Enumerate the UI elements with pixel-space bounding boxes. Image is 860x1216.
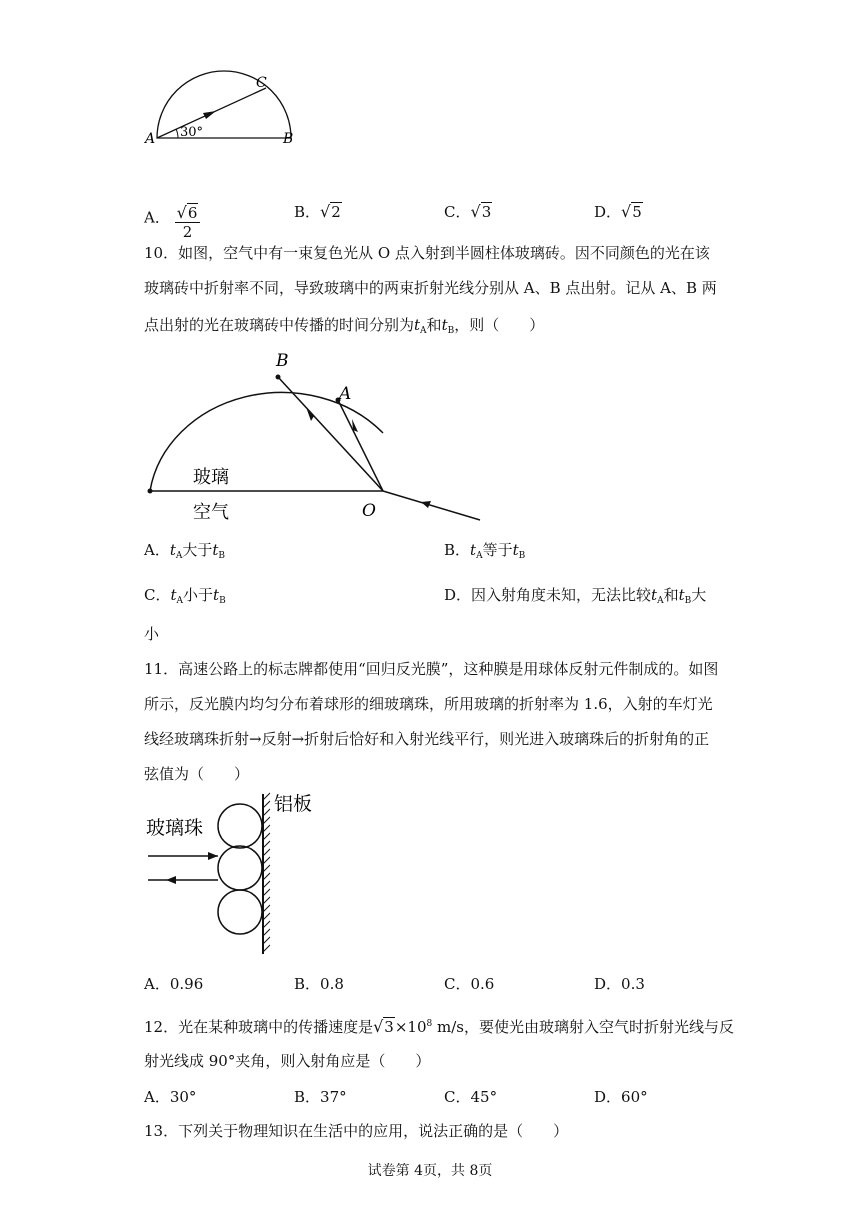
label-o: O bbox=[362, 501, 376, 521]
label-a: A bbox=[339, 384, 352, 404]
glass-label: 玻璃 bbox=[193, 467, 229, 488]
q9-option-a: A． $\frac{√6}{2}$ bbox=[144, 200, 200, 237]
q9-option-d: D．√5 bbox=[594, 202, 642, 221]
q9-option-b: B．√2 bbox=[294, 202, 341, 221]
label-a: A bbox=[145, 131, 156, 147]
plate-label: 铝板 bbox=[274, 793, 313, 815]
q12-line2: 射光线成 90°夹角，则入射角应是（ ） bbox=[144, 1052, 431, 1070]
page-footer: 试卷第 4页，共 8页 bbox=[367, 1163, 493, 1179]
label-b: B bbox=[283, 131, 294, 147]
q11-bead-figure bbox=[140, 788, 340, 958]
q10-option-d: D．因入射角度未知，无法比较$t_A$和$t_B$大 bbox=[444, 586, 707, 606]
q10-option-b: B．$t_A$等于$t_B$ bbox=[444, 541, 526, 561]
q9-semicircle-figure bbox=[140, 70, 300, 150]
q11-option-a: A．0.96 bbox=[144, 975, 204, 993]
label-c: C bbox=[256, 75, 267, 91]
q10-line2: 玻璃砖中折射率不同，导致玻璃中的两束折射光线分别从 A、B 点出射。记从 A、B 两 bbox=[144, 279, 717, 297]
q11-option-b: B．0.8 bbox=[294, 975, 344, 993]
q12-option-b: B．37° bbox=[294, 1088, 347, 1106]
q11-line4: 弦值为（ ） bbox=[144, 765, 250, 783]
q10-option-c: C．$t_A$小于$t_B$ bbox=[144, 586, 226, 606]
q9-option-c: C．√3 bbox=[444, 202, 492, 221]
q13-line1: 13．下列关于物理知识在生活中的应用，说法正确的是（ ） bbox=[144, 1122, 569, 1140]
q11-line2: 所示，反光膜内均匀分布着球形的细玻璃珠，所用玻璃的折射率为 1.6，入射的车灯光 bbox=[144, 695, 713, 713]
q11-line1: 11．高速公路上的标志牌都使用“回归反光膜”，这种膜是用球体反射元件制成的。如图 bbox=[144, 660, 719, 678]
q10-semicircle-figure bbox=[140, 346, 490, 526]
q10-option-d-wrap: 小 bbox=[144, 625, 160, 643]
air-label: 空气 bbox=[193, 502, 229, 523]
q12-option-c: C．45° bbox=[444, 1088, 498, 1106]
label-b: B bbox=[276, 351, 289, 371]
q12-option-d: D．60° bbox=[594, 1088, 648, 1106]
q12-option-a: A．30° bbox=[144, 1088, 197, 1106]
q11-line3: 线经玻璃珠折射→反射→折射后恰好和入射光线平行，则光进入玻璃珠后的折射角的正 bbox=[144, 730, 710, 748]
q11-option-d: D．0.3 bbox=[594, 975, 645, 993]
q10-line1: 10．如图，空气中有一束复色光从 O 点入射到半圆柱体玻璃砖。因不同颜色的光在该 bbox=[144, 244, 710, 262]
angle-label: 30° bbox=[180, 125, 204, 140]
q12-line1: 12．光在某种玻璃中的传播速度是$√3\times 10^8$ m/s，要使光由玻璃射入空气时折射光线与反 bbox=[144, 1017, 734, 1036]
beads-label: 玻璃珠 bbox=[146, 817, 204, 839]
q11-option-c: C．0.6 bbox=[444, 975, 495, 993]
q10-line3: 点出射的光在玻璃砖中传播的时间分别为$t_A$和$t_B$，则（ ） bbox=[144, 316, 545, 336]
q10-option-a: A．$t_A$大于$t_B$ bbox=[144, 541, 226, 561]
